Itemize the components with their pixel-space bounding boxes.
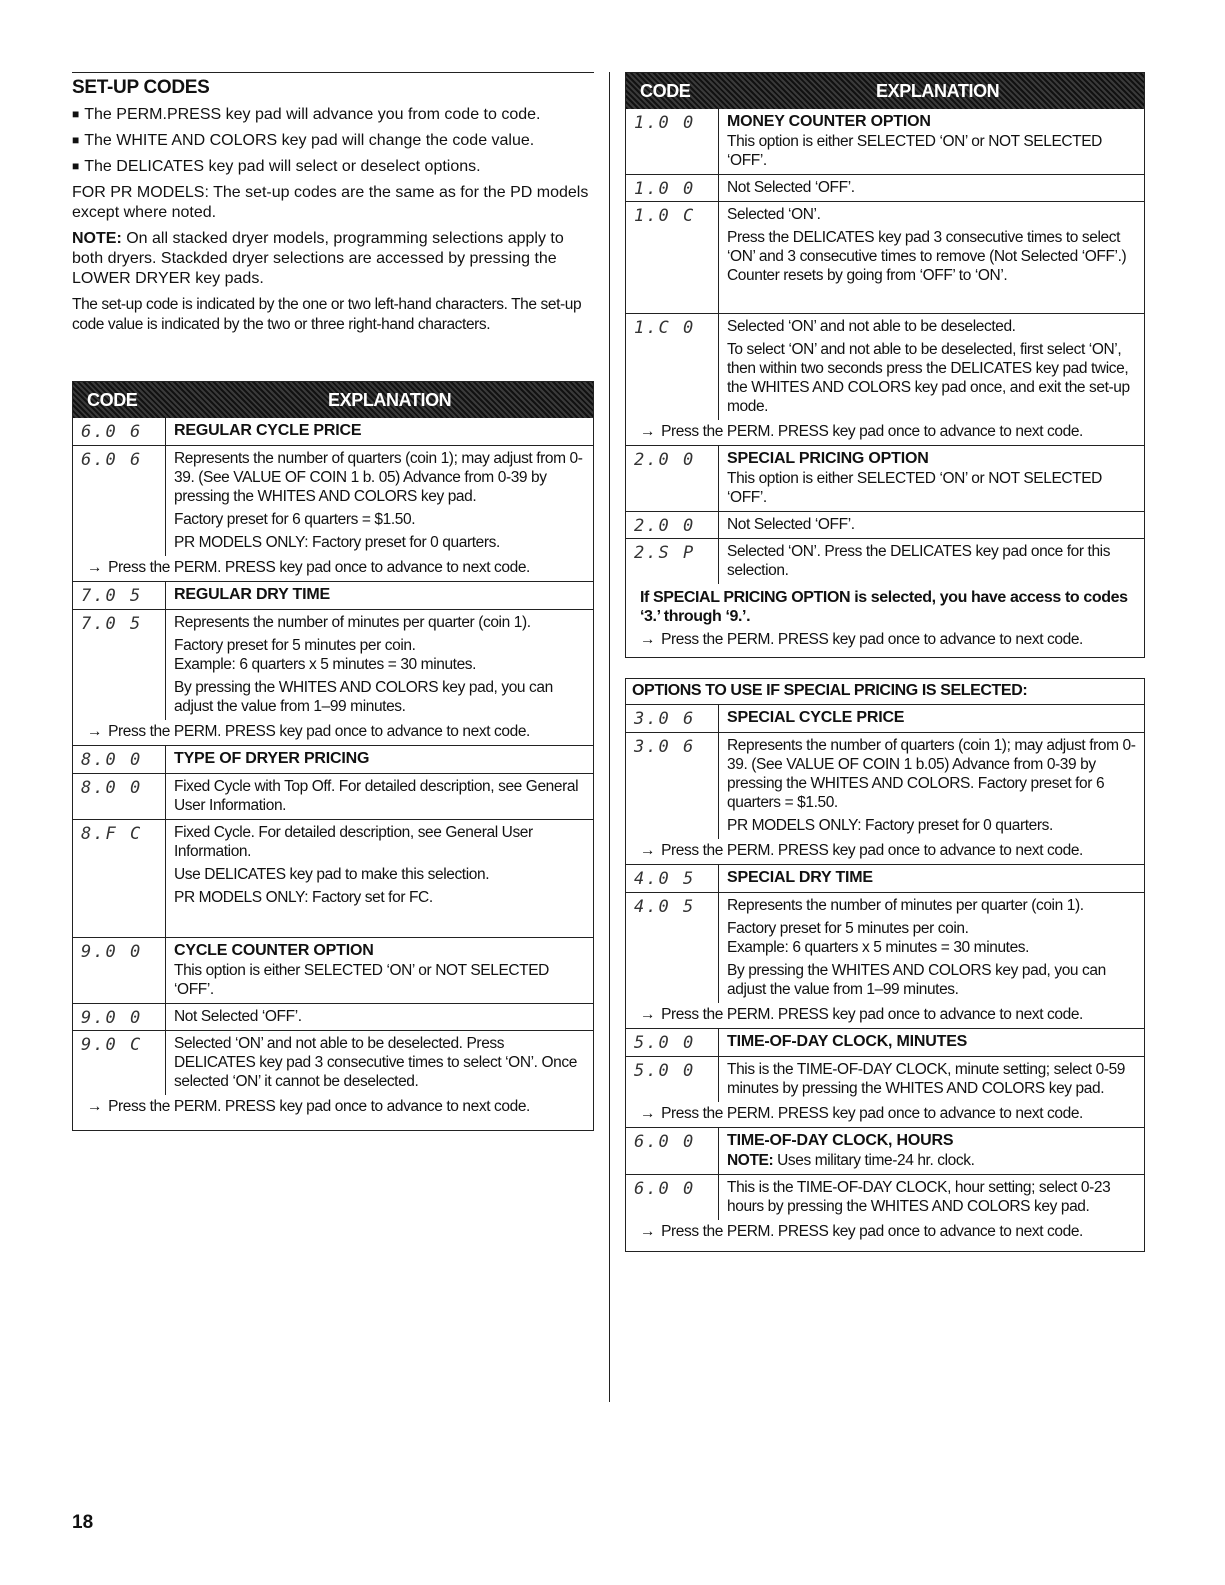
money-counter-off <box>626 174 1144 201</box>
left-setup-table <box>72 381 594 1131</box>
detail-line: To select ‘ON’ and not able to be deselected, first select ‘ON’, then within two seconds press the DELICATES key pad twice, the WHITES AND COLORS key pad once, and exit the set-up mode. <box>727 341 1130 415</box>
code-display: 9.0 C <box>81 1035 143 1055</box>
header-code: CODE <box>87 390 138 410</box>
detail-line: Example: 6 quarters x 5 minutes = 30 minutes. <box>174 656 477 673</box>
special-dry-time-row <box>626 864 1144 892</box>
code-display: 5.0 0 <box>634 1061 696 1081</box>
code-display: 4.0 5 <box>634 897 696 917</box>
note-label: NOTE: <box>72 230 122 247</box>
code-display: 1.0 C <box>634 206 696 226</box>
note-text: Uses military time-24 hr. clock. <box>773 1152 975 1169</box>
detail-line: By pressing the WHITES AND COLORS key pad, you can adjust the value from 1–99 minutes. <box>727 962 1106 998</box>
detail-line: Represents the number of quarters (coin 1); may adjust from 0-39. (See VALUE OF COIN 1 b.05) Advance from 0-39 by pressing the WHITES AND COLORS. Factory preset for 6 quarters = $1.50. <box>727 737 1136 811</box>
code-display: 1.C 0 <box>634 318 696 338</box>
code-display: 3.0 6 <box>634 709 696 729</box>
header-explanation: EXPLANATION <box>876 81 1000 101</box>
clock-minutes-detail <box>626 1056 1144 1102</box>
code-display: 4.0 5 <box>634 869 696 889</box>
cycle-counter-row <box>73 937 593 1003</box>
detail-line: Fixed Cycle with Top Off. For detailed description, see General User Information. <box>174 778 579 814</box>
bullet-whites-colors: ■ The WHITE AND COLORS key pad will change the code value. <box>72 131 594 151</box>
table-header <box>73 382 593 418</box>
advance-instruction <box>626 420 1144 445</box>
intro-text <box>72 105 594 335</box>
detail-line: This is the TIME-OF-DAY CLOCK, minute setting; select 0-59 minutes by pressing the WHITES AND COLORS key pad. <box>727 1061 1126 1097</box>
special-dry-time-detail <box>626 892 1144 1003</box>
special-pricing-off <box>626 511 1144 538</box>
header-code: CODE <box>640 81 691 101</box>
dryer-pricing-row <box>73 745 593 773</box>
detail-line: Use DELICATES key pad to make this selection. <box>174 866 490 883</box>
page-number: 18 <box>72 1512 94 1533</box>
column-divider <box>609 72 610 1402</box>
code-display: 8.0 0 <box>81 750 143 770</box>
row-title: MONEY COUNTER OPTION <box>727 113 931 130</box>
regular-dry-time-row <box>73 581 593 609</box>
left-column <box>72 72 594 1131</box>
code-display: 6.0 0 <box>634 1179 696 1199</box>
code-display: 9.0 0 <box>81 942 143 962</box>
advance-instruction <box>626 1003 1144 1028</box>
options-heading: OPTIONS TO USE IF SPECIAL PRICING IS SELECTED: <box>632 682 1028 699</box>
detail-line: Example: 6 quarters x 5 minutes = 30 minutes. <box>727 939 1030 956</box>
dryer-pricing-option-b <box>73 819 593 937</box>
section-rule <box>72 72 594 73</box>
row-note <box>727 1151 1138 1170</box>
right-setup-table <box>625 72 1145 658</box>
special-pricing-row <box>626 445 1144 511</box>
code-display: 5.0 0 <box>634 1033 696 1053</box>
arrow-text: → Press the PERM. PRESS key pad once to advance to next code. <box>640 842 1083 859</box>
arrow-text: → Press the PERM. PRESS key pad once to advance to next code. <box>87 559 530 576</box>
code-display: 8.0 0 <box>81 778 143 798</box>
row-subtitle: This option is either SELECTED ‘ON’ or NOT SELECTED ‘OFF’. <box>727 133 1102 169</box>
code-display: 6.0 6 <box>81 450 143 470</box>
money-counter-locked <box>626 313 1144 420</box>
detail-line: By pressing the WHITES AND COLORS key pad, you can adjust the value from 1–99 minutes. <box>174 679 553 715</box>
code-display: 9.0 0 <box>81 1008 143 1028</box>
row-title: TIME-OF-DAY CLOCK, MINUTES <box>727 1033 968 1050</box>
clock-hours-detail <box>626 1174 1144 1220</box>
cycle-counter-on <box>73 1030 593 1095</box>
options-table <box>625 678 1145 1252</box>
clock-hours-row <box>626 1127 1144 1174</box>
code-display: 8.F C <box>81 824 143 844</box>
code-display: 1.0 0 <box>634 179 696 199</box>
detail-line: Represents the number of minutes per quarter (coin 1). <box>727 897 1084 914</box>
header-explanation: EXPLANATION <box>328 390 452 410</box>
money-counter-row <box>626 109 1144 174</box>
cycle-counter-off <box>73 1003 593 1030</box>
special-cycle-price-detail <box>626 732 1144 839</box>
clock-minutes-row <box>626 1028 1144 1056</box>
detail-line: Selected ‘ON’ and not able to be deselected. <box>727 318 1016 335</box>
arrow-text: → Press the PERM. PRESS key pad once to advance to next code. <box>87 1098 530 1115</box>
detail-line: This is the TIME-OF-DAY CLOCK, hour setting; select 0-23 hours by pressing the WHITES AND COLORS key pad. <box>727 1179 1111 1215</box>
code-display: 6.0 6 <box>81 422 143 442</box>
detail-line: Factory preset for 5 minutes per coin. <box>174 637 416 654</box>
bullet-delicates: ■ The DELICATES key pad will select or deselect options. <box>72 157 594 177</box>
detail-line: Fixed Cycle. For detailed description, see General User Information. <box>174 824 533 860</box>
money-counter-on <box>626 201 1144 313</box>
row-title: REGULAR CYCLE PRICE <box>174 422 362 439</box>
regular-cycle-price-row <box>73 418 593 445</box>
detail-line: Not Selected ‘OFF’. <box>174 1008 302 1025</box>
special-cycle-price-row <box>626 704 1144 732</box>
row-title: SPECIAL CYCLE PRICE <box>727 709 905 726</box>
arrow-text: → Press the PERM. PRESS key pad once to advance to next code. <box>640 631 1083 648</box>
detail-line: PR MODELS ONLY: Factory preset for 0 quarters. <box>727 817 1053 834</box>
code-display: 6.0 0 <box>634 1132 696 1152</box>
detail-line: Not Selected ‘OFF’. <box>727 179 855 196</box>
code-display: 2.0 0 <box>634 516 696 536</box>
code-display: 1.0 0 <box>634 113 696 133</box>
note-label: NOTE: <box>727 1152 774 1169</box>
indicated-paragraph: The set-up code is indicated by the one or two left-hand characters. The set-up code value is indicated by the two or three right-hand characters. <box>72 296 582 333</box>
detail-line: Selected ‘ON’. Press the DELICATES key pad once for this selection. <box>727 543 1111 579</box>
arrow-text: → Press the PERM. PRESS key pad once to advance to next code. <box>640 1105 1083 1122</box>
detail-line: PR MODELS ONLY: Factory set for FC. <box>174 889 433 906</box>
detail-line: Represents the number of minutes per quarter (coin 1). <box>174 614 531 631</box>
code-display: 7.0 5 <box>81 586 143 606</box>
arrow-text: → Press the PERM. PRESS key pad once to advance to next code. <box>640 1006 1083 1023</box>
section-title: SET-UP CODES <box>72 77 210 98</box>
bullet-perm-press: ■ The PERM.PRESS key pad will advance you from code to code. <box>72 105 594 125</box>
row-subtitle: This option is either SELECTED ‘ON’ or NOT SELECTED ‘OFF’. <box>174 962 549 998</box>
advance-instruction <box>73 556 593 581</box>
pr-models-paragraph: FOR PR MODELS: The set-up codes are the same as for the PD models except where noted. <box>72 184 589 221</box>
code-display: 2.S P <box>634 543 696 563</box>
row-title: SPECIAL PRICING OPTION <box>727 450 929 467</box>
row-title: REGULAR DRY TIME <box>174 586 330 603</box>
detail-line: Selected ‘ON’ and not able to be deselected. Press DELICATES key pad 3 consecutive times to select ‘ON’. Once selected ‘ON’ it cannot be deselected. <box>174 1035 577 1090</box>
right-column <box>625 72 1145 1252</box>
advance-instruction <box>73 720 593 745</box>
detail-line: Factory preset for 6 quarters = $1.50. <box>174 511 416 528</box>
row-title: TIME-OF-DAY CLOCK, HOURS <box>727 1132 954 1149</box>
detail-line: Press the DELICATES key pad 3 consecutive times to select ‘ON’ and 3 consecutive times to remove (Not Selected ‘OFF’.) Counter resets by going from ‘OFF’ to ‘ON’. <box>727 229 1127 284</box>
special-pricing-on <box>626 538 1144 584</box>
advance-instruction <box>73 1095 593 1130</box>
dryer-pricing-option-a <box>73 773 593 819</box>
row-subtitle: This option is either SELECTED ‘ON’ or NOT SELECTED ‘OFF’. <box>727 470 1102 506</box>
code-display: 2.0 0 <box>634 450 696 470</box>
regular-cycle-price-detail <box>73 445 593 556</box>
arrow-text: → Press the PERM. PRESS key pad once to advance to next code. <box>640 423 1083 440</box>
row-title: TYPE OF DRYER PRICING <box>174 750 370 767</box>
detail-line: Selected ‘ON’. <box>727 206 821 223</box>
code-display: 3.0 6 <box>634 737 696 757</box>
row-title: CYCLE COUNTER OPTION <box>174 942 374 959</box>
advance-instruction <box>626 1102 1144 1127</box>
code-display: 7.0 5 <box>81 614 143 634</box>
detail-line: Factory preset for 5 minutes per coin. <box>727 920 969 937</box>
arrow-text: → Press the PERM. PRESS key pad once to advance to next code. <box>640 1223 1083 1240</box>
detail-line: Not Selected ‘OFF’. <box>727 516 855 533</box>
advance-instruction <box>626 839 1144 864</box>
stacked-note <box>72 229 594 289</box>
arrow-text: → Press the PERM. PRESS key pad once to advance to next code. <box>87 723 530 740</box>
note-text: On all stacked dryer models, programming selections apply to both dryers. Stackded dryer selections are accessed by pressing the LOWER DRYER key pads. <box>72 230 564 287</box>
detail-line: PR MODELS ONLY: Factory preset for 0 quarters. <box>174 534 500 551</box>
row-title: SPECIAL DRY TIME <box>727 869 873 886</box>
table-header <box>626 73 1144 109</box>
regular-dry-time-detail <box>73 609 593 720</box>
detail-line: Represents the number of quarters (coin 1); may adjust from 0-39. (See VALUE OF COIN 1 b. 05) Advance from 0-39 by pressing the WHITES AND COLORS key pad. <box>174 450 583 505</box>
advance-instruction <box>626 1220 1144 1251</box>
advance-instruction <box>626 628 1144 657</box>
special-pricing-note: If SPECIAL PRICING OPTION is selected, you have access to codes ‘3.’ through ‘9.’. <box>640 589 1128 625</box>
